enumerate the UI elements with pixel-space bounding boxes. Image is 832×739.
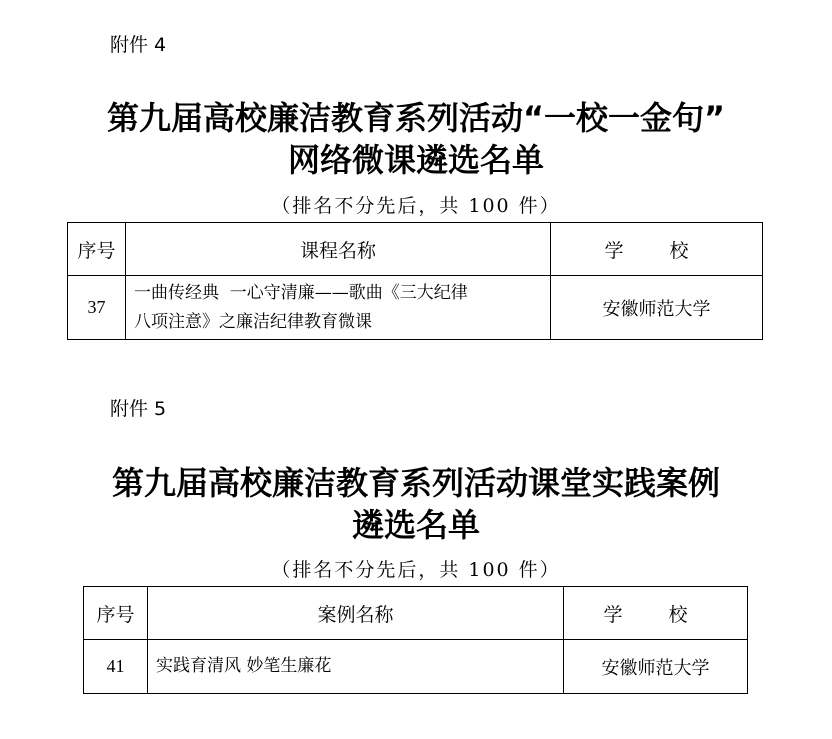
course-name-cell (126, 276, 551, 340)
attachment-5-label: 附件 5 (110, 398, 167, 420)
school-cell: 安徽师范大学 (564, 640, 748, 694)
course-name-line-2: 八项注意》之廉洁纪律教育微课 (134, 311, 372, 332)
column-header-course-name: 课程名称 (126, 223, 551, 276)
attachment-4-label: 附件 4 (110, 34, 167, 56)
attachment-5-title-line-2: 遴选名单 (351, 506, 480, 544)
attachment-4-table (67, 222, 763, 340)
course-name-line-1: 一曲传经典 一心守清廉——歌曲《三大纪律 (134, 282, 468, 303)
attachment-5-title-line-1: 第九届高校廉洁教育系列活动课堂实践案例 (111, 464, 720, 502)
column-header-case-name: 案例名称 (148, 587, 564, 640)
table-header-row (84, 587, 748, 640)
attachment-5-table (83, 586, 748, 694)
table-row (84, 640, 748, 694)
school-cell: 安徽师范大学 (551, 276, 763, 340)
row-number: 41 (84, 640, 148, 694)
table-row (68, 276, 763, 340)
attachment-5-note: （排名不分先后，共 100 件） (271, 559, 561, 581)
attachment-4-title-line-2: 网络微课遴选名单 (287, 141, 544, 179)
case-name-cell: 实践育清风 妙笔生廉花 (148, 640, 564, 694)
column-header-school: 学 校 (564, 587, 748, 640)
column-header-number: 序号 (68, 223, 126, 276)
attachment-4-title-line-1: 第九届高校廉洁教育系列活动“一校一金句” (106, 99, 726, 137)
column-header-school: 学 校 (551, 223, 763, 276)
table-header-row (68, 223, 763, 276)
row-number: 37 (68, 276, 126, 340)
attachment-4-note: （排名不分先后，共 100 件） (271, 195, 561, 217)
column-header-number: 序号 (84, 587, 148, 640)
